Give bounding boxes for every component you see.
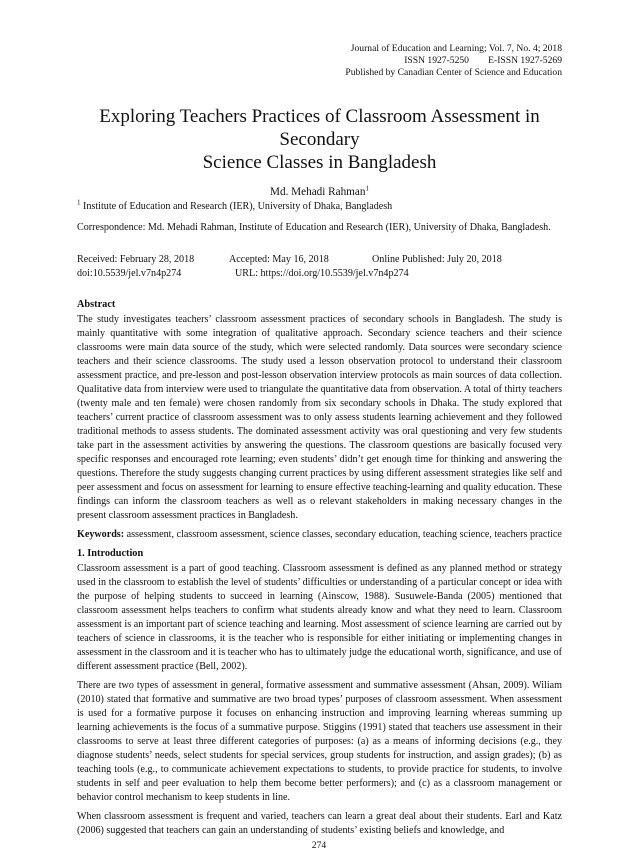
abstract-text: The study investigates teachers’ classroom assessment practices of secondary schools in Bangladesh. The study is mainly quantitative with some integration of qualitative approach. Secondary science teachers and their science classrooms were main data source of the study, which were selected randomly. Data sources were secondary science teachers and their science classrooms. The study used a lesson observation protocol to understand their classroom assessment practice, and pre-lesson and post-lesson observation interview protocols as main sources of data collection. Qualitative data from interview were used to triangulate the quantitative data from observation. A total of thirty teachers (twenty male and ten female) were chosen randomly from six secondary schools in Dhaka. The study explored that teachers’ current practice of classroom assessment was to only assess students learning achievement and they followed traditional methods to assess students. The dominated assessment activity was oral questioning and very few students take part in the assessment activities by answering the questions. The classroom questions are basically focused very specific responses and encouraged rote learning; even students’ didn’t get enough time for thinking and answering the questions. Therefore the study suggests changing current practices by using different assessment strategies like self and peer assessment and focus on assessment for learning to ensure effective teaching-learning and quality education. These findings can inform the classroom teachers as well as o relevant stakeholders in making necessary changes in the present classroom assessment practices in Bangladesh. — [77, 314, 562, 521]
article-title — [77, 105, 562, 174]
journal-header — [77, 43, 562, 79]
received-date: Received: February 28, 2018 — [77, 254, 195, 265]
author-superscript: 1 — [365, 184, 369, 193]
doi-url[interactable]: URL: https://doi.org/10.5539/jel.v7n4p274 — [235, 268, 409, 279]
author-name: Md. Mehadi Rahman — [270, 186, 366, 198]
doi-text: doi:10.5539/jel.v7n4p274 — [77, 268, 182, 279]
affiliation — [77, 200, 562, 214]
published-date: Online Published: July 20, 2018 — [372, 254, 502, 265]
affiliation-superscript: 1 — [77, 198, 81, 207]
journal-name: Journal of Education and Learning; Vol. 7, No. 4; 2018 — [350, 43, 562, 54]
keywords-text: assessment, classroom assessment, science classes, secondary education, teaching science, teachers practice — [124, 529, 562, 540]
correspondence: Correspondence: Md. Mehadi Rahman, Institute of Education and Research (IER), University of Dhaka, Bangladesh. — [77, 222, 551, 233]
keywords-label: Keywords: — [77, 529, 125, 540]
affiliation-text: Institute of Education and Research (IER), University of Dhaka, Bangladesh — [80, 201, 393, 212]
abstract-heading: Abstract — [77, 299, 116, 310]
intro-paragraph-1: Classroom assessment is a part of good teaching. Classroom assessment is defined as any planned method or strategy used in the classroom to establish the level of students’ difficulties or understanding of a particular concept or idea with the purpose of helping students to succeed in learning (Ainscow, 1988). Susuwele-Banda (2005) mentioned that classroom assessment helps teachers to confirm what students already know and what they need to learn. Classroom assessment is an important part of science teaching and learning. Most assessment of science learning are carried out by teachers of science in classrooms, it is the teacher who is responsible for either initiating or implementing changes in assessment in the classroom and it is teacher who has to ultimately judge the educational worth, significance, and use of different assessment practice (Bell, 2002). — [77, 563, 562, 672]
accepted-date: Accepted: May 16, 2018 — [229, 254, 329, 265]
page-number: 274 — [311, 840, 327, 851]
section-heading-introduction: 1. Introduction — [77, 548, 144, 559]
title-line-2: Science Classes in Bangladesh — [202, 152, 437, 173]
title-line-1: Exploring Teachers Practices of Classroom Assessment in Secondary — [99, 106, 540, 150]
intro-paragraph-2: There are two types of assessment in general, formative assessment and summative assessment (Ahsan, 2009). Wiliam (2010) stated that formative and summative are two broad types’ purposes of classroom assessment. When assessment is used for a formative purpose it focuses on enhancing instruction and improving learning whereas summing up learning achievements is the focus of a summative purpose. Stiggins (1991) stated that teachers use assessment in their classrooms to serve at least three different categories of purposes: (a) as a means of informing decisions (e.g., they diagnose students’ needs, select students for special services, group students for instruction, and assign grades); (b) as teaching tools (e.g., to communicate achievement expectations to students, to provide practice for students, to involve students in self and peer evaluation to help them become better performers); and (c) as a classroom management or behavior control mechanism to keep students in line. — [77, 680, 562, 803]
intro-paragraph-3: When classroom assessment is frequent and varied, teachers can learn a great deal about their students. Earl and Katz (2006) suggested that teachers can gain an understanding of students’ existing beliefs and knowledge, and — [77, 811, 562, 836]
article-page — [77, 0, 562, 838]
journal-publisher: Published by Canadian Center of Science and Education — [345, 67, 562, 78]
article-dates — [77, 253, 562, 281]
author-line — [77, 186, 562, 198]
keywords — [77, 528, 562, 542]
journal-issn: ISSN 1927-5250 E-ISSN 1927-5269 — [404, 55, 562, 66]
